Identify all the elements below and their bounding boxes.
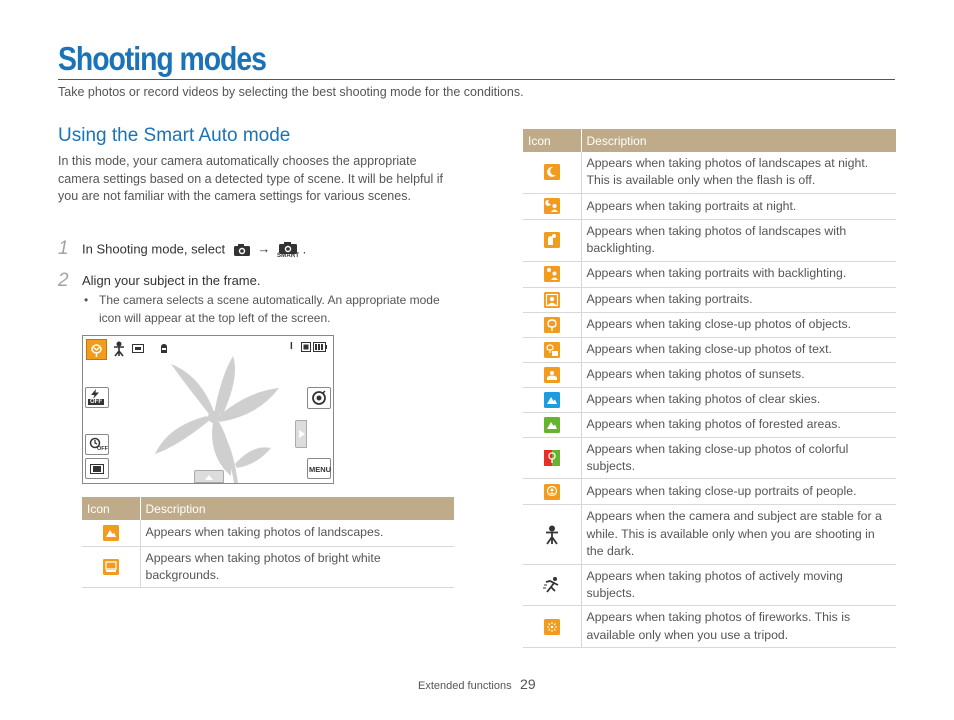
row-description: Appears when the camera and subject are stable for a while. This is available only when you are shooting in the dark. — [581, 505, 896, 564]
row-description: Appears when taking portraits. — [581, 287, 896, 312]
night-portrait-icon — [544, 198, 560, 214]
table-row — [523, 152, 896, 193]
step-text-after: . — [302, 241, 307, 257]
step-text: Align your subject in the frame. — [82, 273, 261, 288]
page-number: 29 — [520, 676, 536, 692]
chevron-right-icon — [299, 430, 305, 438]
table-header — [523, 129, 896, 152]
forest-icon — [544, 417, 560, 433]
display-button[interactable] — [85, 458, 109, 479]
table-row — [523, 337, 896, 362]
top-status-bar — [83, 336, 333, 362]
table-row — [523, 387, 896, 412]
menu-label: MENU — [309, 465, 332, 474]
macro-icon — [544, 317, 560, 333]
row-description: Appears when taking photos of fireworks. This is available only when you use a tripod. — [581, 606, 896, 648]
timer-off-label: OFF — [97, 446, 108, 452]
smart-auto-icon — [277, 241, 299, 259]
tripod-icon — [544, 525, 560, 545]
fireworks-icon — [544, 619, 560, 635]
table-row — [523, 362, 896, 387]
table-row — [523, 261, 896, 287]
header-description: Description — [581, 129, 896, 152]
step-number: 1 — [58, 238, 69, 259]
chevron-up-icon — [205, 475, 213, 480]
landscape-icon — [103, 525, 119, 541]
side-panel-handle[interactable] — [295, 420, 307, 448]
backlight-landscape-icon — [544, 232, 560, 248]
backlight-portrait-icon — [544, 266, 560, 282]
menu-button[interactable] — [307, 458, 331, 479]
table-header — [82, 497, 454, 520]
flash-off-label: OFF — [90, 399, 102, 405]
macro-portrait-icon — [544, 484, 560, 500]
tripod-icon — [113, 341, 125, 357]
photo-size-icon — [132, 344, 144, 353]
scene-dial-icon — [311, 390, 327, 406]
table-row — [523, 505, 896, 564]
blue-sky-icon — [544, 392, 560, 408]
table-row — [523, 287, 896, 312]
table-row — [523, 564, 896, 606]
step-text — [82, 241, 306, 259]
portrait-icon — [544, 292, 560, 308]
shot-count: I — [290, 341, 293, 352]
table-row — [82, 520, 454, 546]
scene-dial-button[interactable] — [307, 387, 331, 409]
table-row — [523, 193, 896, 219]
row-description: Appears when taking photos of clear skies. — [581, 387, 896, 412]
step-arrow: → — [257, 241, 271, 257]
table-row — [523, 437, 896, 479]
row-description: Appears when taking close-up photos of colorful subjects. — [581, 437, 896, 479]
row-description: Appears when taking photos of forested areas. — [581, 412, 896, 437]
timer-button[interactable] — [85, 434, 109, 455]
header-icon: Icon — [82, 497, 140, 520]
step-2-bullet: • The camera selects a scene automatically. An appropriate mode icon will appear at the top left of the screen. — [82, 291, 442, 327]
row-description: Appears when taking photos of landscapes at night. This is available only when the flash is off. — [581, 152, 896, 193]
sunset-icon — [544, 367, 560, 383]
page-title: Shooting modes — [58, 40, 266, 77]
memory-icon — [301, 342, 311, 352]
night-landscape-icon — [544, 164, 560, 180]
camera-screen-illustration — [82, 335, 334, 484]
camera-mode-icon — [233, 243, 251, 257]
battery-icon — [313, 342, 327, 352]
white-background-icon — [103, 559, 119, 575]
flash-button[interactable] — [85, 387, 109, 408]
footer-label: Extended functions — [418, 680, 512, 692]
bottom-panel-handle[interactable] — [194, 470, 224, 483]
action-icon — [543, 576, 561, 594]
section-intro: In this mode, your camera automatically chooses the appropriate camera settings based on a detected type of scene. It will be helpful if you are not familiar with the camera settings for various scenes. — [58, 154, 443, 204]
row-description: Appears when taking photos of landscapes. — [140, 520, 454, 546]
row-description: Appears when taking close-up photos of text. — [581, 337, 896, 362]
table-row — [523, 412, 896, 437]
table-row — [523, 219, 896, 261]
ois-icon — [159, 343, 169, 354]
table-row — [523, 606, 896, 648]
row-description: Appears when taking portraits at night. — [581, 193, 896, 219]
row-description: Appears when taking close-up photos of objects. — [581, 312, 896, 337]
right-icon-table — [523, 129, 896, 648]
row-description: Appears when taking photos of bright white backgrounds. — [140, 546, 454, 588]
header-icon: Icon — [523, 129, 581, 152]
table-row — [82, 546, 454, 588]
row-description: Appears when taking portraits with backlighting. — [581, 261, 896, 287]
row-description: Appears when taking photos of sunsets. — [581, 362, 896, 387]
flash-icon — [90, 389, 100, 399]
row-description: Appears when taking close-up portraits of people. — [581, 479, 896, 505]
section-title: Using the Smart Auto mode — [58, 125, 291, 146]
macro-text-icon — [544, 342, 560, 358]
table-row — [523, 312, 896, 337]
left-icon-table — [82, 497, 454, 588]
title-divider — [58, 79, 895, 80]
macro-color-icon — [544, 450, 560, 466]
row-description: Appears when taking photos of landscapes with backlighting. — [581, 219, 896, 261]
step-number: 2 — [58, 270, 69, 291]
table-row — [523, 479, 896, 505]
row-description: Appears when taking photos of actively moving subjects. — [581, 564, 896, 606]
smart-label: SMART — [276, 253, 300, 259]
page-footer — [418, 676, 536, 694]
page-subtitle: Take photos or record videos by selecting the best shooting mode for the conditions. — [58, 85, 524, 99]
header-description: Description — [140, 497, 454, 520]
smart-mode-indicator-icon — [86, 339, 107, 360]
step-text-before: In Shooting mode, select — [82, 241, 226, 257]
display-icon — [90, 464, 104, 474]
